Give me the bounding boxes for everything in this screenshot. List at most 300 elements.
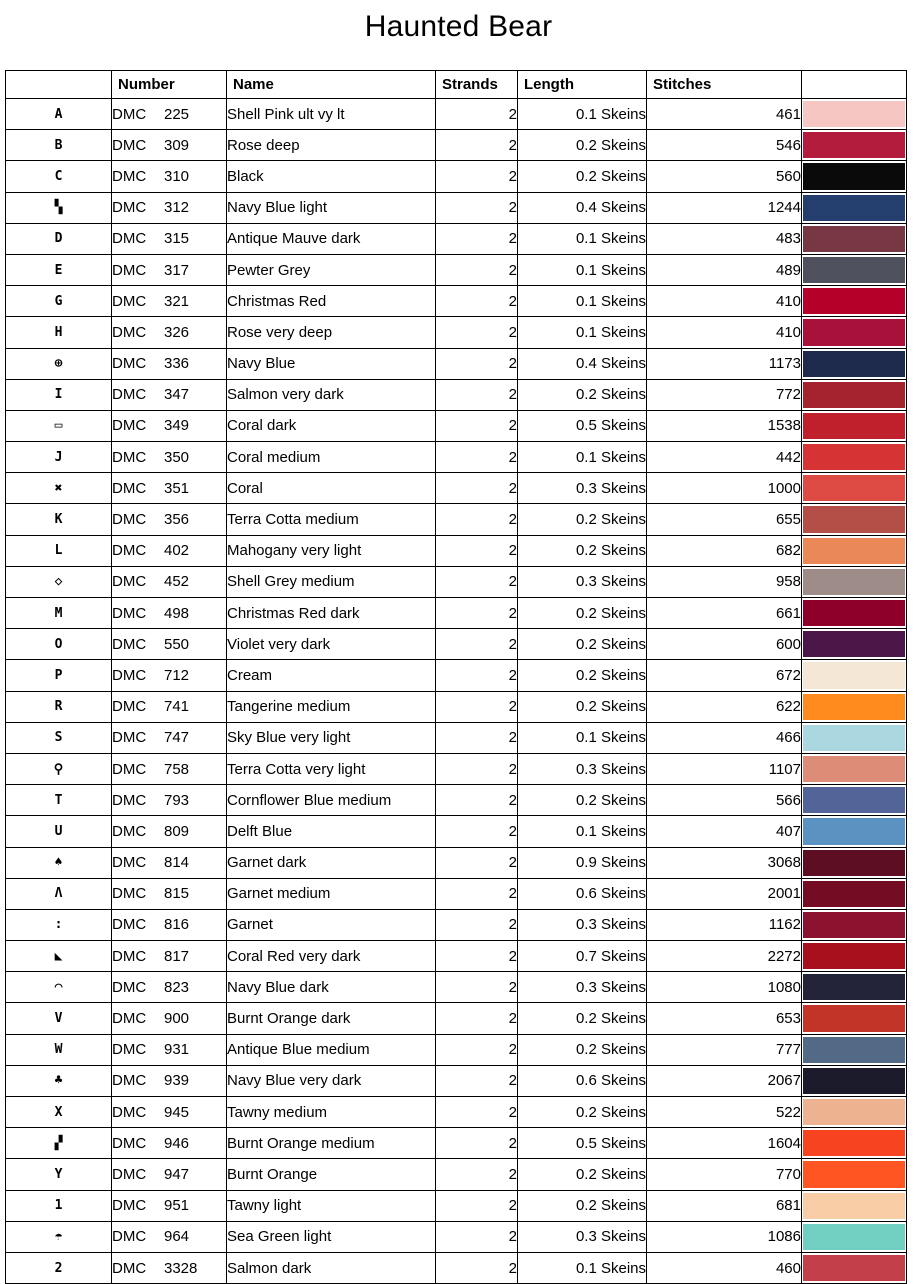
symbol-cell: R xyxy=(6,691,112,722)
number-cell xyxy=(112,753,227,784)
length-cell: 0.2 Skeins xyxy=(518,504,647,535)
strands-cell: 2 xyxy=(436,816,518,847)
thread-number: 931 xyxy=(164,1041,190,1059)
color-swatch xyxy=(803,1193,905,1219)
color-swatch xyxy=(803,881,905,907)
table-row xyxy=(6,1097,907,1128)
number-cell xyxy=(112,1190,227,1221)
thread-brand: DMC xyxy=(112,417,147,435)
table-row xyxy=(6,1128,907,1159)
symbol-cell: ⊕ xyxy=(6,348,112,379)
strands-cell: 2 xyxy=(436,192,518,223)
symbol-cell: Y xyxy=(6,1159,112,1190)
table-row xyxy=(6,1252,907,1283)
color-swatch xyxy=(803,413,905,439)
strands-cell: 2 xyxy=(436,847,518,878)
number-cell xyxy=(112,972,227,1003)
strands-cell: 2 xyxy=(436,972,518,1003)
name-cell: Burnt Orange xyxy=(227,1159,436,1190)
stitches-cell: 566 xyxy=(647,785,802,816)
number-cell xyxy=(112,99,227,130)
length-cell: 0.6 Skeins xyxy=(518,878,647,909)
symbol-cell: W xyxy=(6,1034,112,1065)
table-row xyxy=(6,99,907,130)
name-cell: Cornflower Blue medium xyxy=(227,785,436,816)
length-cell: 0.1 Skeins xyxy=(518,442,647,473)
header-symbol xyxy=(6,71,112,99)
length-cell: 0.1 Skeins xyxy=(518,286,647,317)
color-swatch-cell xyxy=(802,847,907,878)
thread-number: 900 xyxy=(164,1010,190,1028)
color-swatch-cell xyxy=(802,1190,907,1221)
strands-cell: 2 xyxy=(436,535,518,566)
number-cell xyxy=(112,629,227,660)
header-stitches: Stitches xyxy=(647,71,802,99)
table-row xyxy=(6,598,907,629)
thread-number: 817 xyxy=(164,947,190,965)
thread-number: 741 xyxy=(164,698,190,716)
name-cell: Christmas Red xyxy=(227,286,436,317)
stitches-cell: 489 xyxy=(647,254,802,285)
color-swatch xyxy=(803,756,905,782)
symbol-cell: J xyxy=(6,442,112,473)
number-cell xyxy=(112,504,227,535)
number-cell xyxy=(112,598,227,629)
color-swatch xyxy=(803,974,905,1000)
color-swatch-cell xyxy=(802,629,907,660)
stitches-cell: 653 xyxy=(647,1003,802,1034)
table-row xyxy=(6,1190,907,1221)
strands-cell: 2 xyxy=(436,722,518,753)
thread-number: 349 xyxy=(164,417,190,435)
stitches-cell: 410 xyxy=(647,317,802,348)
strands-cell: 2 xyxy=(436,410,518,441)
stitches-cell: 682 xyxy=(647,535,802,566)
table-row xyxy=(6,629,907,660)
color-swatch-cell xyxy=(802,254,907,285)
table-row xyxy=(6,1159,907,1190)
thread-number: 3328 xyxy=(164,1259,198,1277)
color-swatch xyxy=(803,1130,905,1156)
strands-cell: 2 xyxy=(436,1003,518,1034)
stitches-cell: 770 xyxy=(647,1159,802,1190)
number-cell xyxy=(112,691,227,722)
strands-cell: 2 xyxy=(436,161,518,192)
color-swatch xyxy=(803,132,905,158)
symbol-cell: B xyxy=(6,130,112,161)
length-cell: 0.2 Skeins xyxy=(518,1190,647,1221)
name-cell: Christmas Red dark xyxy=(227,598,436,629)
thread-brand: DMC xyxy=(112,386,147,404)
stitches-cell: 622 xyxy=(647,691,802,722)
thread-number: 939 xyxy=(164,1072,190,1090)
name-cell: Terra Cotta medium xyxy=(227,504,436,535)
thread-number: 452 xyxy=(164,573,190,591)
symbol-cell: L xyxy=(6,535,112,566)
strands-cell: 2 xyxy=(436,442,518,473)
color-swatch xyxy=(803,506,905,532)
strands-cell: 2 xyxy=(436,1034,518,1065)
length-cell: 0.3 Skeins xyxy=(518,972,647,1003)
color-swatch xyxy=(803,319,905,345)
color-swatch-cell xyxy=(802,1003,907,1034)
length-cell: 0.6 Skeins xyxy=(518,1065,647,1096)
symbol-cell: H xyxy=(6,317,112,348)
number-cell xyxy=(112,442,227,473)
stitches-cell: 442 xyxy=(647,442,802,473)
thread-brand: DMC xyxy=(112,791,147,809)
table-row xyxy=(6,1065,907,1096)
table-row xyxy=(6,785,907,816)
number-cell xyxy=(112,1034,227,1065)
color-swatch-cell xyxy=(802,1065,907,1096)
length-cell: 0.2 Skeins xyxy=(518,535,647,566)
strands-cell: 2 xyxy=(436,504,518,535)
name-cell: Navy Blue dark xyxy=(227,972,436,1003)
thread-key-table xyxy=(5,70,907,1284)
length-cell: 0.3 Skeins xyxy=(518,753,647,784)
number-cell xyxy=(112,348,227,379)
table-row xyxy=(6,192,907,223)
thread-brand: DMC xyxy=(112,822,147,840)
table-row xyxy=(6,286,907,317)
stitches-cell: 958 xyxy=(647,566,802,597)
strands-cell: 2 xyxy=(436,785,518,816)
length-cell: 0.3 Skeins xyxy=(518,1221,647,1252)
color-swatch-cell xyxy=(802,1097,907,1128)
thread-number: 747 xyxy=(164,729,190,747)
name-cell: Violet very dark xyxy=(227,629,436,660)
number-cell xyxy=(112,473,227,504)
color-swatch-cell xyxy=(802,130,907,161)
table-row xyxy=(6,972,907,1003)
name-cell: Salmon dark xyxy=(227,1252,436,1283)
color-swatch xyxy=(803,912,905,938)
strands-cell: 2 xyxy=(436,909,518,940)
thread-number: 225 xyxy=(164,105,190,123)
thread-brand: DMC xyxy=(112,1041,147,1059)
length-cell: 0.3 Skeins xyxy=(518,909,647,940)
color-swatch-cell xyxy=(802,785,907,816)
color-swatch xyxy=(803,725,905,751)
thread-number: 336 xyxy=(164,355,190,373)
thread-brand: DMC xyxy=(112,1103,147,1121)
symbol-cell: ✖ xyxy=(6,473,112,504)
thread-number: 326 xyxy=(164,323,190,341)
thread-brand: DMC xyxy=(112,448,147,466)
thread-number: 498 xyxy=(164,604,190,622)
name-cell: Navy Blue very dark xyxy=(227,1065,436,1096)
color-swatch xyxy=(803,787,905,813)
name-cell: Garnet dark xyxy=(227,847,436,878)
color-swatch xyxy=(803,1224,905,1250)
stitches-cell: 466 xyxy=(647,722,802,753)
table-row xyxy=(6,317,907,348)
name-cell: Rose very deep xyxy=(227,317,436,348)
table-row xyxy=(6,130,907,161)
stitches-cell: 546 xyxy=(647,130,802,161)
color-swatch xyxy=(803,101,905,127)
thread-brand: DMC xyxy=(112,230,147,248)
name-cell: Navy Blue xyxy=(227,348,436,379)
table-row xyxy=(6,161,907,192)
header-color xyxy=(802,71,907,99)
number-cell xyxy=(112,785,227,816)
strands-cell: 2 xyxy=(436,660,518,691)
color-swatch xyxy=(803,288,905,314)
length-cell: 0.2 Skeins xyxy=(518,691,647,722)
length-cell: 0.2 Skeins xyxy=(518,130,647,161)
color-swatch-cell xyxy=(802,753,907,784)
table-row xyxy=(6,348,907,379)
table-header xyxy=(6,71,907,99)
thread-brand: DMC xyxy=(112,355,147,373)
number-cell xyxy=(112,379,227,410)
length-cell: 0.4 Skeins xyxy=(518,192,647,223)
table-body xyxy=(6,99,907,1284)
strands-cell: 2 xyxy=(436,629,518,660)
table-row xyxy=(6,410,907,441)
number-cell xyxy=(112,722,227,753)
table-row xyxy=(6,1003,907,1034)
table-row xyxy=(6,722,907,753)
name-cell: Cream xyxy=(227,660,436,691)
color-swatch-cell xyxy=(802,161,907,192)
symbol-cell: V xyxy=(6,1003,112,1034)
strands-cell: 2 xyxy=(436,1097,518,1128)
table-row xyxy=(6,660,907,691)
header-name: Name xyxy=(227,71,436,99)
name-cell: Tangerine medium xyxy=(227,691,436,722)
name-cell: Coral Red very dark xyxy=(227,941,436,972)
stitches-cell: 772 xyxy=(647,379,802,410)
color-swatch-cell xyxy=(802,1159,907,1190)
stitches-cell: 1538 xyxy=(647,410,802,441)
stitches-cell: 681 xyxy=(647,1190,802,1221)
symbol-cell: A xyxy=(6,99,112,130)
strands-cell: 2 xyxy=(436,566,518,597)
color-swatch-cell xyxy=(802,223,907,254)
color-swatch xyxy=(803,538,905,564)
color-swatch-cell xyxy=(802,941,907,972)
color-swatch-cell xyxy=(802,1128,907,1159)
symbol-cell: I xyxy=(6,379,112,410)
length-cell: 0.3 Skeins xyxy=(518,473,647,504)
color-swatch-cell xyxy=(802,1252,907,1283)
symbol-cell: ☂ xyxy=(6,1221,112,1252)
thread-brand: DMC xyxy=(112,1010,147,1028)
symbol-cell: ◣ xyxy=(6,941,112,972)
color-swatch xyxy=(803,694,905,720)
symbol-cell: C xyxy=(6,161,112,192)
color-swatch xyxy=(803,569,905,595)
table-row xyxy=(6,535,907,566)
length-cell: 0.2 Skeins xyxy=(518,161,647,192)
strands-cell: 2 xyxy=(436,1128,518,1159)
number-cell xyxy=(112,286,227,317)
color-swatch xyxy=(803,1037,905,1063)
name-cell: Salmon very dark xyxy=(227,379,436,410)
thread-number: 758 xyxy=(164,760,190,778)
thread-number: 350 xyxy=(164,448,190,466)
table-row xyxy=(6,473,907,504)
length-cell: 0.1 Skeins xyxy=(518,816,647,847)
strands-cell: 2 xyxy=(436,598,518,629)
color-swatch-cell xyxy=(802,909,907,940)
color-swatch xyxy=(803,444,905,470)
number-cell xyxy=(112,410,227,441)
thread-number: 712 xyxy=(164,666,190,684)
name-cell: Sea Green light xyxy=(227,1221,436,1252)
thread-brand: DMC xyxy=(112,978,147,996)
symbol-cell: 2 xyxy=(6,1252,112,1283)
name-cell: Sky Blue very light xyxy=(227,722,436,753)
number-cell xyxy=(112,816,227,847)
symbol-cell: X xyxy=(6,1097,112,1128)
thread-number: 815 xyxy=(164,885,190,903)
strands-cell: 2 xyxy=(436,99,518,130)
stitches-cell: 1162 xyxy=(647,909,802,940)
stitches-cell: 1080 xyxy=(647,972,802,1003)
number-cell xyxy=(112,909,227,940)
thread-number: 356 xyxy=(164,511,190,529)
number-cell xyxy=(112,161,227,192)
color-swatch-cell xyxy=(802,286,907,317)
symbol-cell: D xyxy=(6,223,112,254)
strands-cell: 2 xyxy=(436,1065,518,1096)
name-cell: Rose deep xyxy=(227,130,436,161)
symbol-cell: ▚ xyxy=(6,192,112,223)
length-cell: 0.7 Skeins xyxy=(518,941,647,972)
thread-brand: DMC xyxy=(112,1228,147,1246)
color-swatch-cell xyxy=(802,504,907,535)
symbol-cell: G xyxy=(6,286,112,317)
thread-brand: DMC xyxy=(112,1197,147,1215)
header-number: Number xyxy=(112,71,227,99)
symbol-cell: S xyxy=(6,722,112,753)
stitches-cell: 407 xyxy=(647,816,802,847)
strands-cell: 2 xyxy=(436,223,518,254)
stitches-cell: 1173 xyxy=(647,348,802,379)
thread-number: 809 xyxy=(164,822,190,840)
symbol-cell: E xyxy=(6,254,112,285)
strands-cell: 2 xyxy=(436,254,518,285)
symbol-cell: ▭ xyxy=(6,410,112,441)
name-cell: Coral xyxy=(227,473,436,504)
stitches-cell: 3068 xyxy=(647,847,802,878)
color-swatch xyxy=(803,475,905,501)
name-cell: Terra Cotta very light xyxy=(227,753,436,784)
thread-number: 814 xyxy=(164,854,190,872)
number-cell xyxy=(112,566,227,597)
symbol-cell: : xyxy=(6,909,112,940)
number-cell xyxy=(112,1003,227,1034)
table-row xyxy=(6,753,907,784)
color-swatch-cell xyxy=(802,410,907,441)
color-swatch xyxy=(803,1068,905,1094)
stitches-cell: 410 xyxy=(647,286,802,317)
name-cell: Black xyxy=(227,161,436,192)
thread-brand: DMC xyxy=(112,729,147,747)
stitches-cell: 655 xyxy=(647,504,802,535)
number-cell xyxy=(112,1097,227,1128)
symbol-cell: ▞ xyxy=(6,1128,112,1159)
table-row xyxy=(6,1221,907,1252)
thread-brand: DMC xyxy=(112,854,147,872)
color-swatch xyxy=(803,163,905,189)
stitches-cell: 522 xyxy=(647,1097,802,1128)
thread-brand: DMC xyxy=(112,167,147,185)
stitches-cell: 461 xyxy=(647,99,802,130)
strands-cell: 2 xyxy=(436,1221,518,1252)
number-cell xyxy=(112,1252,227,1283)
number-cell xyxy=(112,1065,227,1096)
color-swatch xyxy=(803,382,905,408)
color-swatch xyxy=(803,662,905,688)
thread-number: 402 xyxy=(164,542,190,560)
header-length: Length xyxy=(518,71,647,99)
length-cell: 0.2 Skeins xyxy=(518,1003,647,1034)
table-row xyxy=(6,691,907,722)
length-cell: 0.1 Skeins xyxy=(518,254,647,285)
length-cell: 0.3 Skeins xyxy=(518,566,647,597)
strands-cell: 2 xyxy=(436,1252,518,1283)
stitches-cell: 661 xyxy=(647,598,802,629)
name-cell: Tawny light xyxy=(227,1190,436,1221)
strands-cell: 2 xyxy=(436,379,518,410)
number-cell xyxy=(112,1128,227,1159)
length-cell: 0.2 Skeins xyxy=(518,629,647,660)
name-cell: Burnt Orange dark xyxy=(227,1003,436,1034)
table-row xyxy=(6,254,907,285)
stitches-cell: 1000 xyxy=(647,473,802,504)
table-row xyxy=(6,878,907,909)
thread-brand: DMC xyxy=(112,635,147,653)
thread-brand: DMC xyxy=(112,947,147,965)
thread-brand: DMC xyxy=(112,261,147,279)
color-swatch-cell xyxy=(802,473,907,504)
name-cell: Antique Blue medium xyxy=(227,1034,436,1065)
color-swatch-cell xyxy=(802,816,907,847)
thread-number: 947 xyxy=(164,1165,190,1183)
color-swatch-cell xyxy=(802,691,907,722)
color-swatch-cell xyxy=(802,317,907,348)
thread-brand: DMC xyxy=(112,666,147,684)
thread-number: 310 xyxy=(164,167,190,185)
length-cell: 0.2 Skeins xyxy=(518,785,647,816)
length-cell: 0.2 Skeins xyxy=(518,598,647,629)
number-cell xyxy=(112,192,227,223)
color-swatch-cell xyxy=(802,99,907,130)
color-swatch xyxy=(803,257,905,283)
length-cell: 0.1 Skeins xyxy=(518,722,647,753)
color-swatch xyxy=(803,943,905,969)
name-cell: Coral dark xyxy=(227,410,436,441)
name-cell: Antique Mauve dark xyxy=(227,223,436,254)
color-swatch xyxy=(803,195,905,221)
stitches-cell: 460 xyxy=(647,1252,802,1283)
length-cell: 0.1 Skeins xyxy=(518,99,647,130)
strands-cell: 2 xyxy=(436,1159,518,1190)
stitches-cell: 777 xyxy=(647,1034,802,1065)
number-cell xyxy=(112,878,227,909)
name-cell: Mahogany very light xyxy=(227,535,436,566)
thread-number: 347 xyxy=(164,386,190,404)
strands-cell: 2 xyxy=(436,130,518,161)
page-title: Haunted Bear xyxy=(364,10,553,43)
symbol-cell: ⚲ xyxy=(6,753,112,784)
stitches-cell: 2067 xyxy=(647,1065,802,1096)
